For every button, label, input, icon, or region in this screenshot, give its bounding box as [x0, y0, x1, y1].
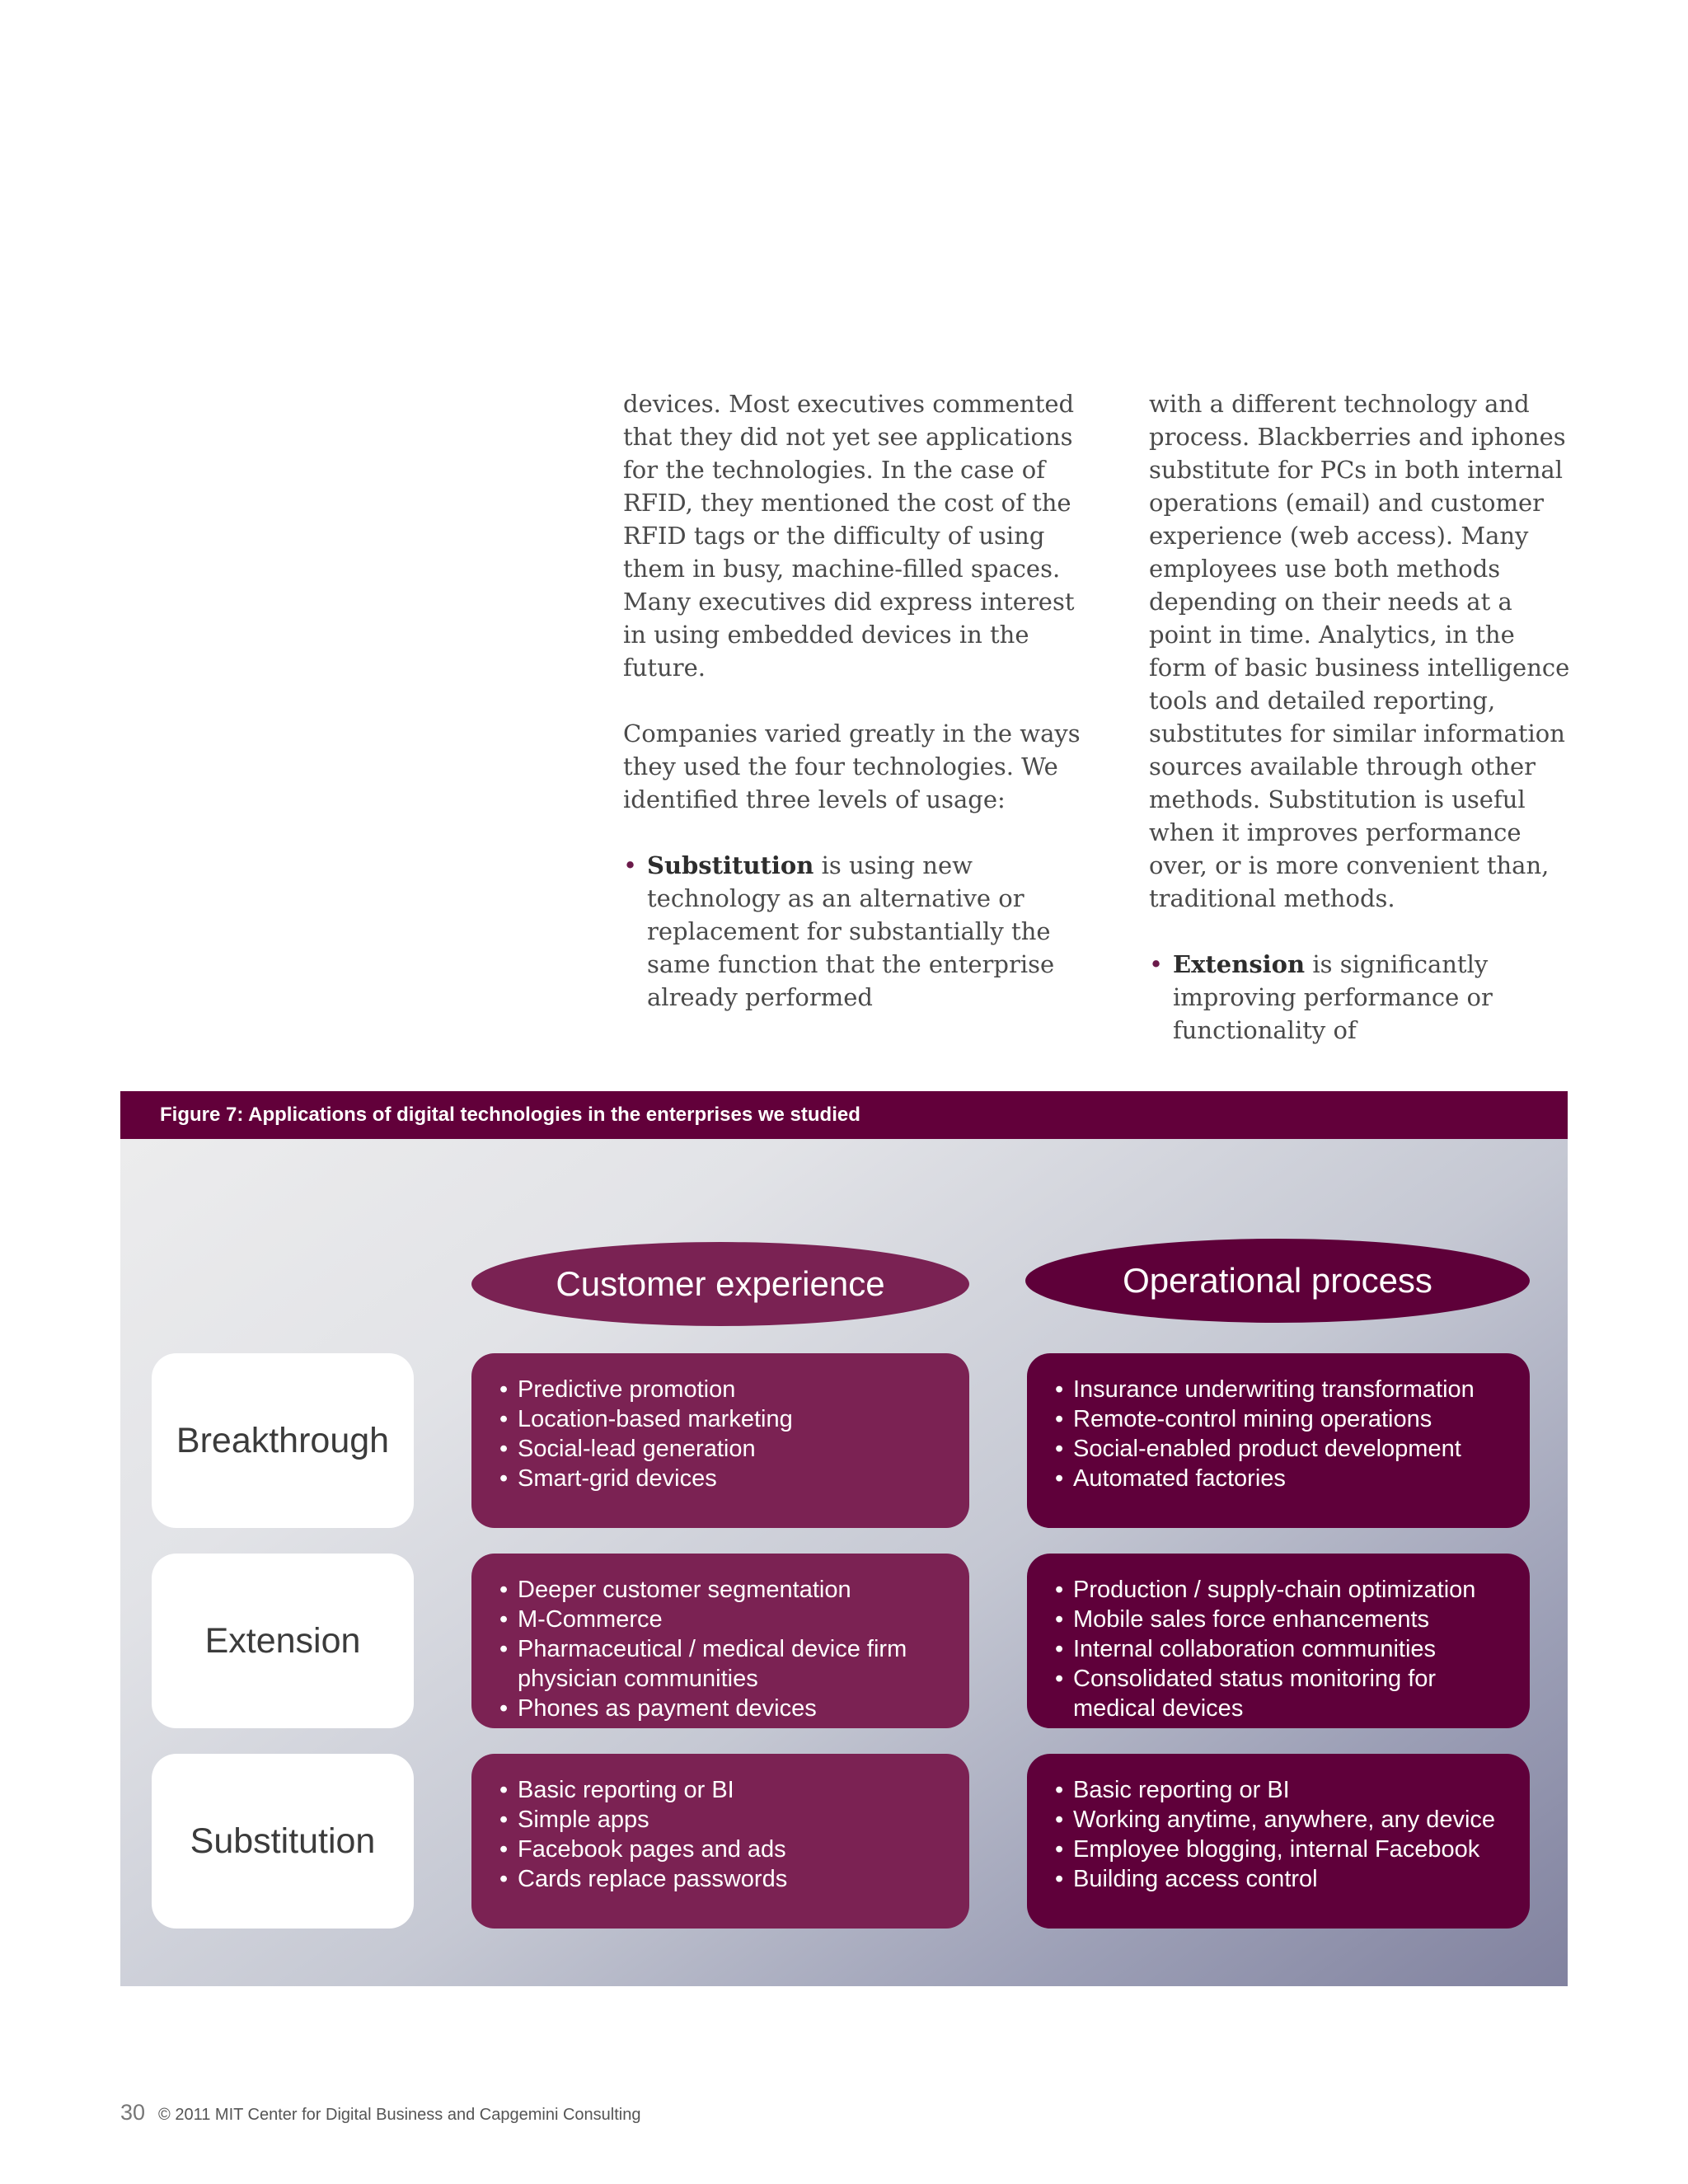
cell-extension-operational — [1027, 1554, 1530, 1728]
list-item: • Simple apps — [499, 1805, 953, 1835]
list-item: • Insurance underwriting transformation — [1055, 1375, 1513, 1404]
list-item: • Internal collaboration communities — [1055, 1634, 1513, 1664]
list-item: • Location-based marketing — [499, 1404, 953, 1434]
page-number: 30 — [120, 2100, 146, 2125]
list-item: • Building access control — [1055, 1864, 1513, 1894]
figure-panel — [120, 1139, 1568, 1986]
list-item: • Social-enabled product development — [1055, 1434, 1513, 1464]
row-label-substitution: Substitution — [152, 1754, 414, 1929]
cell-breakthrough-customer — [471, 1353, 969, 1528]
term-substitution: Substitution — [647, 851, 814, 879]
list-item-substitution — [623, 849, 1085, 1014]
cell-breakthrough-operational — [1027, 1353, 1530, 1528]
row-label-extension: Extension — [152, 1554, 414, 1728]
list-item: • Production / supply-chain optimization — [1055, 1575, 1513, 1605]
list-item: • Basic reporting or BI — [499, 1775, 953, 1805]
cell-extension-customer — [471, 1554, 969, 1728]
paragraph: with a different technology and process. Blackberries and iphones substitute for PCs in both internal operations (email) and customer experience (web access). Many employees use both methods depending on their needs at a point in time. Analytics, in the form of basic business intelligence tools and detailed reporting, substitutes for similar information sources available through other methods. Substitution is useful when it improves performance over, or is more convenient than, traditional methods. — [1149, 390, 1570, 912]
list-item: • Deeper customer segmentation — [499, 1575, 953, 1605]
list-item: • Employee blogging, internal Facebook — [1055, 1835, 1513, 1864]
definition-text: is significantly improving performance or functionality of — [1173, 950, 1493, 1044]
list-item: • Predictive promotion — [499, 1375, 953, 1404]
list-item: • Automated factories — [1055, 1464, 1513, 1493]
list-item: • Phones as payment devices — [499, 1694, 953, 1723]
list-item: • Social-lead generation — [499, 1434, 953, 1464]
list-item: • Remote-control mining operations — [1055, 1404, 1513, 1434]
paragraph: Companies varied greatly in the ways they used the four technologies. We identified three levels of usage: — [623, 719, 1081, 813]
list-item: • Pharmaceutical / medical device firm physician communities — [499, 1634, 953, 1694]
list-item: • Consolidated status monitoring for medical devices — [1055, 1664, 1513, 1723]
column-header-operational-process: Operational process — [1025, 1239, 1530, 1323]
list-item: • Working anytime, anywhere, any device — [1055, 1805, 1513, 1835]
list-item: • Facebook pages and ads — [499, 1835, 953, 1864]
page-footer — [120, 2100, 640, 2125]
definition-text: is using new technology as an alternative or replacement for substantially the same function that the enterprise already performed — [647, 851, 1055, 1011]
figure-title: Figure 7: Applications of digital technologies in the enterprises we studied — [120, 1091, 1568, 1139]
text-column-right — [1149, 387, 1578, 1080]
bullet-list — [1149, 948, 1578, 1047]
list-item: • Smart-grid devices — [499, 1464, 953, 1493]
bullet-list — [623, 849, 1085, 1014]
list-item: • M-Commerce — [499, 1605, 953, 1634]
cell-substitution-customer — [471, 1754, 969, 1929]
term-extension: Extension — [1173, 950, 1306, 978]
copyright-text: © 2011 MIT Center for Digital Business and Capgemini Consulting — [158, 2106, 641, 2124]
list-item: • Cards replace passwords — [499, 1864, 953, 1894]
paragraph: devices. Most executives commented that they did not yet see applications for the technologies. In the case of RFID, they mentioned the cost of the RFID tags or the difficulty of using them in busy, machine-filled spaces. Many executives did express interest in using embedded devices in the future. — [623, 390, 1075, 682]
text-column-left — [623, 387, 1085, 1047]
row-label-breakthrough: Breakthrough — [152, 1353, 414, 1528]
column-header-customer-experience: Customer experience — [471, 1242, 969, 1326]
cell-substitution-operational — [1027, 1754, 1530, 1929]
list-item: • Mobile sales force enhancements — [1055, 1605, 1513, 1634]
list-item-extension — [1149, 948, 1578, 1047]
list-item: • Basic reporting or BI — [1055, 1775, 1513, 1805]
